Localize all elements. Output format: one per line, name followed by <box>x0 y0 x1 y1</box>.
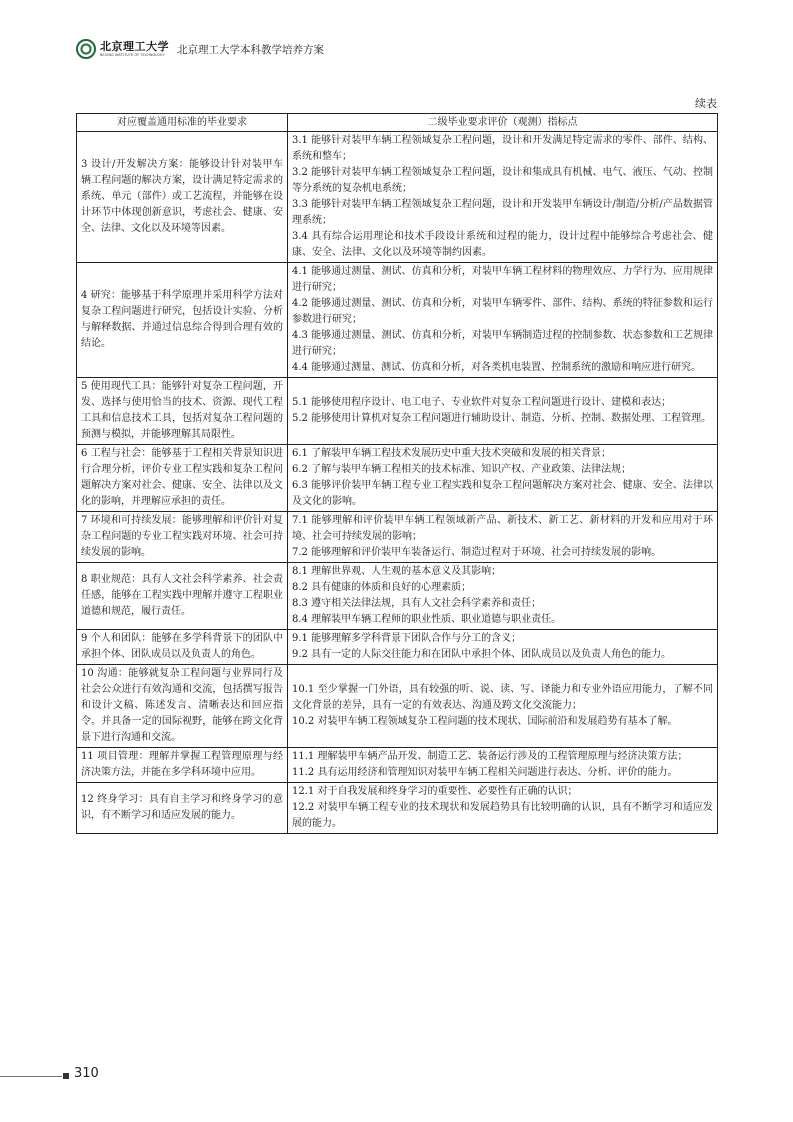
requirement-cell: 8 职业规范：具有人文社会科学素养、社会责任感，能够在工程实践中理解并遵守工程职业道德和规范，履行责任。 <box>77 563 288 630</box>
table-row <box>77 132 718 263</box>
indicator-item: 6.1 了解装甲车辆工程技术发展历史中重大技术突破和发展的相关背景； <box>292 448 612 459</box>
indicator-item: 11.2 具有运用经济和管理知识对装甲车辆工程相关问题进行表达、分析、评价的能力。 <box>292 767 678 778</box>
footer-rule <box>0 1076 62 1077</box>
continued-label: 续表 <box>695 97 717 110</box>
indicator-item: 9.1 能够理解多学科背景下团队合作与分工的含义； <box>292 633 522 644</box>
indicator-item: 10.1 至少掌握一门外语，具有较强的听、说、读、写、译能力和专业外语应用能力，了解不同文化背景的差异，具有一定的有效表达、沟通及跨文化交流能力； <box>292 684 713 711</box>
indicators-cell <box>288 378 718 445</box>
indicator-item: 3.2 能够针对装甲车辆工程领域复杂工程问题，设计和集成具有机械、电气、液压、气动、控制等分系统的复杂机电系统； <box>292 167 713 194</box>
table-row <box>77 748 718 783</box>
requirement-cell: 12 终身学习：具有自主学习和终身学习的意识，有不断学习和适应发展的能力。 <box>77 783 288 834</box>
indicator-item: 5.1 能够使用程序设计、电工电子、专业软件对复杂工程问题进行设计、建模和表达； <box>292 397 672 408</box>
table-row <box>77 445 718 512</box>
indicator-item: 8.1 理解世界观、人生观的基本意义及其影响； <box>292 566 502 577</box>
indicator-item: 4.4 能够通过测量、测试、仿真和分析，对各类机电装置、控制系统的激励和响应进行研究。 <box>292 362 702 373</box>
indicators-cell <box>288 563 718 630</box>
university-logo <box>100 41 169 57</box>
indicator-item: 3.1 能够针对装甲车辆工程领域复杂工程问题，设计和开发满足特定需求的零件、部件、结构、系统和整车； <box>292 135 713 162</box>
requirements-table <box>76 113 718 834</box>
logo-english-name: BEIJING INSTITUTE OF TECHNOLOGY <box>100 52 166 57</box>
table-row <box>77 630 718 665</box>
requirement-cell: 6 工程与社会：能够基于工程相关背景知识进行合理分析，评价专业工程实践和复杂工程问题解决方案对社会、健康、安全、法律以及文化的影响，并理解应承担的责任。 <box>77 445 288 512</box>
indicator-item: 12.1 对于自我发展和终身学习的重要性、必要性有正确的认识； <box>292 786 578 797</box>
indicator-item: 8.4 理解装甲车辆工程师的职业性质、职业道德与职业责任。 <box>292 614 562 625</box>
column-header-indicators: 二级毕业要求评价（观测）指标点 <box>288 114 718 132</box>
requirement-cell: 7 环境和可持续发展：能够理解和评价针对复杂工程问题的专业工程实践对环境、社会可持续发展的影响。 <box>77 512 288 563</box>
indicator-item: 12.2 对装甲车辆工程专业的技术现状和发展趋势具有比较明确的认识，具有不断学习和适应发展的能力。 <box>292 802 713 829</box>
indicator-item: 8.3 遵守相关法律法规，具有人文社会科学素养和责任； <box>292 598 542 609</box>
table-row <box>77 665 718 748</box>
indicators-cell <box>288 132 718 263</box>
indicator-item: 3.3 能够针对装甲车辆工程领域复杂工程问题，设计和开发装甲车辆设计/制造/分析/产品数据管理系统； <box>292 199 713 226</box>
column-header-requirement: 对应覆盖通用标准的毕业要求 <box>77 114 288 132</box>
indicator-item: 11.1 理解装甲车辆产品开发、制造工艺、装备运行涉及的工程管理原理与经济决策方法； <box>292 751 688 762</box>
indicator-item: 7.2 能够理解和评价装甲车装备运行、制造过程对于环境、社会可持续发展的影响。 <box>292 547 662 558</box>
indicator-item: 7.1 能够理解和评价装甲车辆工程领域新产品、新技术、新工艺、新材料的开发和应用对于环境、社会可持续发展的影响； <box>292 515 713 542</box>
requirement-cell: 9 个人和团队：能够在多学科背景下的团队中承担个体、团队成员以及负责人的角色。 <box>77 630 288 665</box>
indicators-cell <box>288 783 718 834</box>
university-seal-icon <box>76 39 96 59</box>
requirement-cell: 10 沟通：能够就复杂工程问题与业界同行及社会公众进行有效沟通和交流，包括撰写报告和设计文稿、陈述发言、清晰表达和回应指令。并具备一定的国际视野，能够在跨文化背景下进行沟通和交流。 <box>77 665 288 748</box>
indicator-item: 10.2 对装甲车辆工程领域复杂工程问题的技术现状、国际前沿和发展趋势有基本了解。 <box>292 716 678 727</box>
indicators-cell <box>288 665 718 748</box>
table-header-row <box>77 114 718 132</box>
table-row <box>77 512 718 563</box>
table-row <box>77 263 718 378</box>
indicator-item: 8.2 具有健康的体质和良好的心理素质； <box>292 582 472 593</box>
footer-square-icon <box>63 1073 69 1079</box>
page-header <box>76 37 324 61</box>
indicators-cell <box>288 263 718 378</box>
indicator-item: 6.2 了解与装甲车辆工程相关的技术标准、知识产权、产业政策、法律法规； <box>292 464 632 475</box>
table-row <box>77 563 718 630</box>
indicator-item: 4.3 能够通过测量、测试、仿真和分析，对装甲车辆制造过程的控制参数、状态参数和工艺规律进行研究； <box>292 330 713 357</box>
indicator-item: 9.2 具有一定的人际交往能力和在团队中承担个体、团队成员以及负责人角色的能力。 <box>292 649 672 660</box>
requirement-cell: 3 设计/开发解决方案：能够设计针对装甲车辆工程问题的解决方案，设计满足特定需求的系统、单元（部件）或工艺流程，并能够在设计环节中体现创新意识，考虑社会、健康、安全、法律、文化以及环境等因素。 <box>77 132 288 263</box>
logo-chinese-name: 北京理工大学 <box>100 39 169 53</box>
indicator-item: 4.1 能够通过测量、测试、仿真和分析，对装甲车辆工程材料的物理效应、力学行为、应用规律进行研究； <box>292 266 713 293</box>
indicator-item: 4.2 能够通过测量、测试、仿真和分析，对装甲车辆零件、部件、结构、系统的特征参数和运行参数进行研究； <box>292 298 713 325</box>
indicator-item: 5.2 能够使用计算机对复杂工程问题进行辅助设计、制造、分析、控制、数据处理、工程管理。 <box>292 413 712 424</box>
requirement-cell: 4 研究：能够基于科学原理并采用科学方法对复杂工程问题进行研究，包括设计实验、分析与解释数据、并通过信息综合得到合理有效的结论。 <box>77 263 288 378</box>
indicator-item: 6.3 能够评价装甲车辆工程专业工程实践和复杂工程问题解决方案对社会、健康、安全、法律以及文化的影响。 <box>292 480 713 507</box>
requirement-cell: 11 项目管理：理解并掌握工程管理原理与经济决策方法，并能在多学科环境中应用。 <box>77 748 288 783</box>
indicators-cell <box>288 512 718 563</box>
indicators-cell <box>288 445 718 512</box>
indicators-cell <box>288 630 718 665</box>
header-title: 北京理工大学本科教学培养方案 <box>177 43 324 56</box>
table-row <box>77 783 718 834</box>
requirement-cell: 5 使用现代工具：能够针对复杂工程问题，开发、选择与使用恰当的技术、资源、现代工程工具和信息技术工具，包括对复杂工程问题的预测与模拟，并能够理解其局限性。 <box>77 378 288 445</box>
table-row <box>77 378 718 445</box>
indicators-cell <box>288 748 718 783</box>
indicator-item: 3.4 具有综合运用理论和技术手段设计系统和过程的能力，设计过程中能够综合考虑社会、健康、安全、法律、文化以及环境等制约因素。 <box>292 231 713 258</box>
page-number: 310 <box>74 1066 99 1081</box>
